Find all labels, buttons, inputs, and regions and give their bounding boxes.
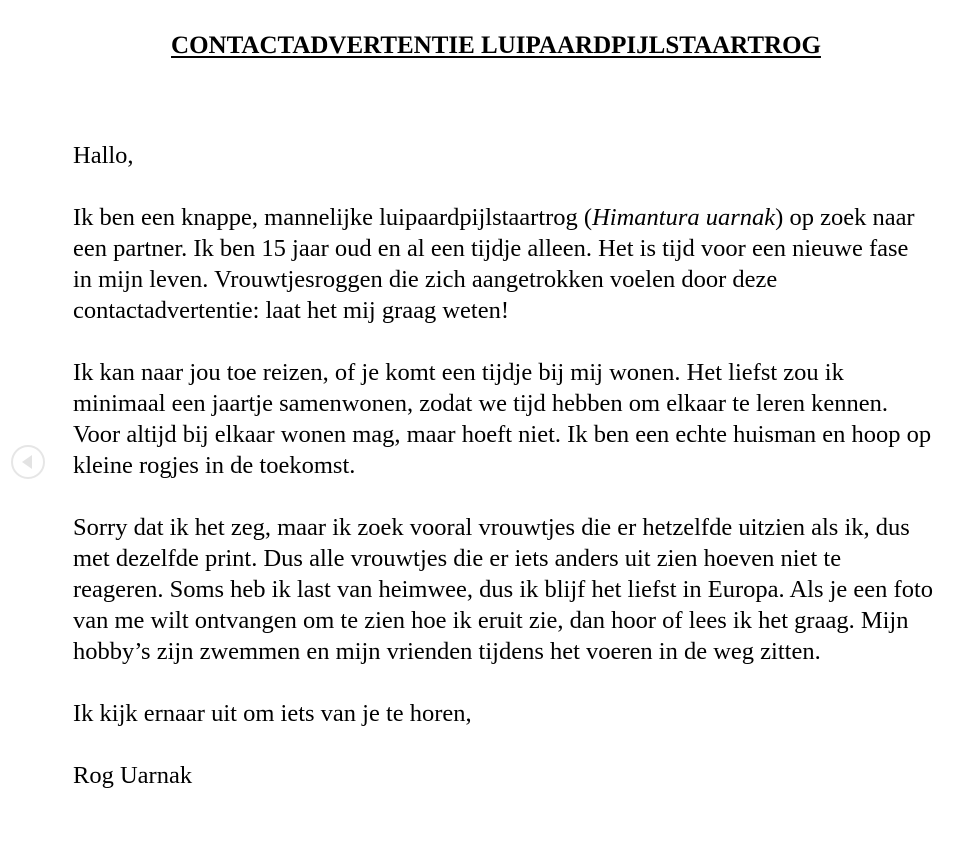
paragraph-intro-end: ) op zoek naar een partner. Ik ben 15 jaar oud en al een tijdje alleen. Het is tijd voor een nieuwe fase in mijn leven. Vrouwtjesroggen die zich aangetrokken voelen door deze contactadvertentie: laat het mij graag weten!: [73, 204, 915, 324]
page-title: CONTACTADVERTENTIE LUIPAARDPIJLSTAARTROG: [171, 32, 821, 59]
signature: Rog Uarnak: [73, 762, 193, 789]
paragraph-living: Ik kan naar jou toe reizen, of je komt een tijdje bij mij wonen. Het liefst zou ik minimaal een jaartje samenwonen, zodat we tijd hebben om elkaar te leren kennen. Voor altijd bij elkaar wonen mag, maar hoeft niet. Ik ben een echte huisman en hoop op kleine rogjes in de toekomst.: [73, 359, 932, 479]
greeting: Hallo,: [73, 142, 134, 169]
paragraph-intro-start: Ik ben een knappe, mannelijke luipaardpijlstaartrog (: [73, 204, 593, 231]
closing-line: Ik kijk ernaar uit om iets van je te horen,: [73, 700, 472, 727]
letter-body: [73, 140, 933, 791]
species-name: Himantura uarnak: [592, 204, 776, 231]
paragraph-intro: [73, 202, 933, 326]
chevron-left-icon: [13, 447, 43, 477]
paragraph-preferences: Sorry dat ik het zeg, maar ik zoek vooral vrouwtjes die er hetzelfde uitzien als ik, dus met dezelfde print. Dus alle vrouwtjes die er iets anders uit zien hoeven niet te reageren. Soms heb ik last van heimwee, dus ik blijf het liefst in Europa. Als je een foto van me wilt ontvangen om te zien hoe ik eruit zie, dan hoor of lees ik het graag. Mijn hobby’s zijn zwemmen en mijn vrienden tijdens het voeren in de weg zitten.: [73, 514, 934, 665]
previous-page-button[interactable]: [11, 445, 45, 479]
